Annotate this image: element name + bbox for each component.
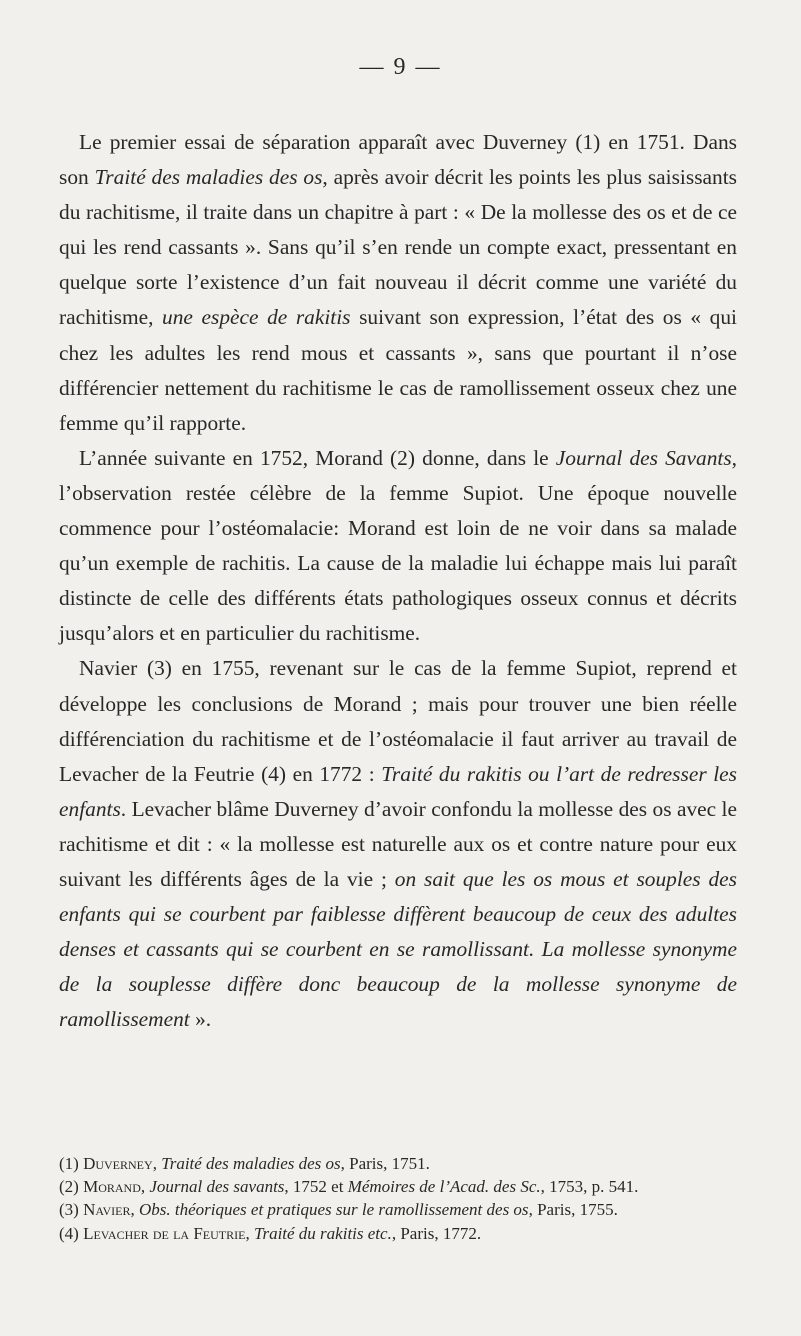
author-name: Morand <box>83 1177 141 1197</box>
text-run: , après avoir décrit les points les plus saisissants du rachitisme, il traite dans un chapitre à part : « De la mollesse des os et de ce qui les rend cassants ». Sans qu’il s’en rende un compte exact, pressentant en quelque sorte l’existence d’un fait nouveau il décrit comme une variété du rachitisme, <box>59 165 737 330</box>
text-run: (4) <box>59 1223 84 1243</box>
text-run: , l’observation restée célèbre de la femme Supiot. Une époque nouvelle commence pour l’ostéomalacie: Morand est loin de ne voir dans sa malade qu’un exemple de rachitis. La cause de la maladie lui échappe mais lui paraît distincte de celle des différents états pathologiques osseux connus et décrits jusqu’alors et en particulier du rachitisme. <box>59 445 738 646</box>
italic-run: on sait que les os mous et souples des enfants qui se courbent par faiblesse diffèrent beaucoup de ceux des adultes denses et cassants qui se courbent en se ramollissant. La mollesse synonyme de la souplesse diffère donc beaucoup de la mollesse synonyme de ramollissement <box>59 866 737 1032</box>
italic-run: Traité du rakitis ou l’art de redresser les enfants <box>59 761 737 821</box>
text-run: , Paris, 1755. <box>528 1200 618 1220</box>
text-run: , <box>130 1200 139 1220</box>
text-run: suivant son expression, l’état des os « qui chez les adultes les rend mous et cassants », sans que pourtant il n’ose différencier nettement du rachitisme le cas de ramollissement osseux chez une femme qu’il rapporte. <box>59 305 738 435</box>
text-run: Le premier essai de séparation apparaît avec Duverney (1) en 1751. Dans son <box>59 130 737 190</box>
text-run: , 1753, p. 541. <box>540 1177 639 1197</box>
text-run: , Paris, 1772. <box>391 1223 482 1243</box>
text-run: , 1752 et <box>284 1177 348 1197</box>
author-name: Levacher de la Feutrie <box>83 1223 246 1243</box>
footnote <box>59 1152 737 1175</box>
text-run: (1) <box>59 1154 84 1173</box>
author-name: Navier <box>83 1200 131 1220</box>
text-run: L’année suivante en 1752, Morand (2) donne, dans le <box>79 445 556 470</box>
text-run: (2) <box>59 1177 84 1197</box>
footnote <box>59 1222 737 1245</box>
text-run: ». <box>189 1007 212 1032</box>
italic-run: Traité du rakitis etc. <box>253 1223 392 1243</box>
italic-run: Traité des maladies des os <box>161 1154 341 1173</box>
italic-run: Journal des savants <box>149 1177 285 1197</box>
page-number: — 9 — <box>359 54 442 80</box>
italic-run: Journal des Savants <box>555 445 732 470</box>
text-run: , Paris, 1751. <box>340 1154 430 1173</box>
text-run: , <box>152 1154 162 1173</box>
text-run: (3) <box>59 1200 84 1220</box>
body-text <box>59 125 737 1037</box>
text-run: , <box>245 1223 254 1243</box>
paragraph <box>59 651 737 1037</box>
author-name: Duverney <box>83 1154 153 1173</box>
italic-run: une espèce de rakitis <box>162 305 351 330</box>
footnotes <box>59 1152 737 1245</box>
text-run: . Levacher blâme Duverney d’avoir confondu la mollesse des os avec le rachitisme et dit : « la mollesse est naturelle aux os et contre nature pour eux suivant les différents âges de la vie ; <box>59 796 737 891</box>
text-run: , <box>140 1177 150 1197</box>
text-run: Navier (3) en 1755, revenant sur le cas de la femme Supiot, reprend et développe les conclusions de Morand ; mais pour trouver une bien réelle différenciation du rachitisme et de l’ostéomalacie il faut arriver au travail de Levacher de la Feutrie (4) en 1772 : <box>59 656 737 786</box>
italic-run: Traité des maladies des os <box>94 165 323 190</box>
footnote <box>59 1175 737 1198</box>
footnote <box>59 1198 737 1221</box>
italic-run: Mémoires de l’Acad. des Sc. <box>347 1177 541 1197</box>
italic-run: Obs. théoriques et pratiques sur le ramollissement des os <box>138 1200 529 1220</box>
paragraph <box>59 125 737 441</box>
paragraph <box>59 441 737 652</box>
